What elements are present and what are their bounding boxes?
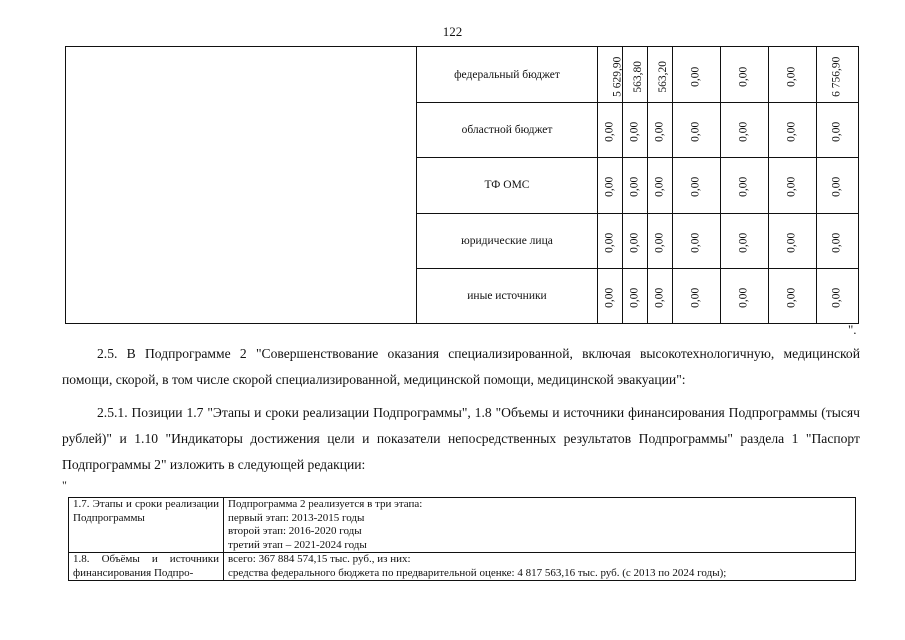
funding-value: 0,00 (603, 287, 616, 308)
funding-value: 0,00 (689, 287, 702, 308)
funding-value: 0,00 (830, 232, 843, 253)
funding-value-cell (648, 213, 673, 268)
funding-value: 0,00 (785, 66, 798, 87)
funding-value: 0,00 (653, 177, 666, 198)
funding-value-cell (721, 47, 769, 103)
funding-source-label: федеральный бюджет (417, 47, 598, 103)
passport-label: 1.8. Объёмы и источники финансирования Подпро- (69, 553, 224, 581)
empty-merged-cell (66, 47, 417, 324)
funding-value: 0,00 (737, 287, 750, 308)
funding-row (66, 47, 859, 103)
funding-value-cell (721, 103, 769, 158)
funding-value-cell (673, 158, 721, 213)
funding-value: 0,00 (737, 121, 750, 143)
funding-value-cell (598, 103, 623, 158)
funding-value-cell (598, 213, 623, 268)
funding-source-label: ТФ ОМС (417, 158, 598, 213)
funding-value: 0,00 (628, 121, 641, 143)
funding-value: 563,80 (632, 60, 645, 93)
page-number: 122 (442, 24, 463, 39)
funding-value-cell (769, 268, 817, 323)
funding-source-label: юридические лица (417, 213, 598, 268)
opening-quote-mark: " (62, 478, 67, 492)
funding-value: 0,00 (689, 121, 702, 143)
funding-value-cell (817, 268, 859, 323)
funding-value-cell (769, 213, 817, 268)
passport-row-1-7 (69, 498, 856, 553)
funding-value: 5 629,90 (611, 56, 624, 97)
funding-value-cell (623, 47, 648, 103)
funding-value-cell (817, 47, 859, 103)
passport-table (68, 497, 856, 581)
funding-value: 0,00 (785, 232, 798, 253)
funding-value-cell (598, 268, 623, 323)
funding-source-label: иные источники (417, 268, 598, 323)
funding-value-cell (721, 268, 769, 323)
funding-value-cell (598, 158, 623, 213)
passport-line: Подпрограмма 2 реализуется в три этапа: (228, 498, 423, 510)
funding-value-cell (673, 103, 721, 158)
funding-value: 0,00 (785, 177, 798, 198)
funding-value: 0,00 (628, 177, 641, 198)
funding-value: 0,00 (737, 66, 750, 87)
funding-value-cell (673, 47, 721, 103)
funding-value: 0,00 (603, 121, 616, 143)
funding-value: 0,00 (653, 287, 666, 308)
passport-line: второй этап: 2016-2020 годы (228, 525, 362, 537)
funding-value-cell (817, 103, 859, 158)
funding-value: 0,00 (737, 232, 750, 253)
funding-value: 0,00 (689, 232, 702, 253)
passport-label: 1.7. Этапы и сроки реализации Подпрограммы (69, 498, 224, 553)
passport-line: третий этап – 2021-2024 годы (228, 538, 367, 551)
funding-value: 0,00 (737, 177, 750, 198)
funding-value-cell (648, 103, 673, 158)
funding-value: 0,00 (785, 121, 798, 143)
funding-value-cell (648, 268, 673, 323)
passport-line: средства федерального бюджета по предварительной оценке: 4 817 563,16 тыс. руб. (с 2013 по 2024 годы); (228, 566, 727, 579)
funding-value: 0,00 (653, 121, 666, 143)
paragraph-2-5: 2.5. В Подпрограмме 2 "Совершенствование оказания специализированной, включая высокотехнологичную, медицинской помощи, скорой, в том числе скорой специализированной, медицинской помощи, медицинской эвакуации": (62, 346, 860, 387)
funding-value: 0,00 (603, 177, 616, 198)
funding-value: 0,00 (603, 232, 616, 253)
paragraph-2-5-1: 2.5.1. Позиции 1.7 "Этапы и сроки реализации Подпрограммы", 1.8 "Объемы и источники финансирования Подпрограммы (тысяч рублей)" и 1.10 "Индикаторы достижения цели и показатели непосредственных результатов Подпрограммы" раздела 1 "Паспорт Подпрограммы 2" изложить в следующей редакции: (62, 405, 860, 472)
passport-line: первый этап: 2013-2015 годы (228, 511, 365, 524)
funding-value: 0,00 (689, 66, 702, 87)
funding-value: 0,00 (830, 121, 843, 143)
funding-value: 0,00 (653, 232, 666, 253)
funding-table (65, 46, 859, 324)
funding-value-cell (623, 103, 648, 158)
funding-value-cell (721, 158, 769, 213)
funding-value-cell (623, 268, 648, 323)
funding-value-cell (817, 158, 859, 213)
funding-value: 0,00 (628, 287, 641, 308)
passport-line: всего: 367 884 574,15 тыс. руб., из них: (228, 553, 411, 565)
funding-value-cell (721, 213, 769, 268)
funding-value-cell (648, 158, 673, 213)
funding-value-cell (598, 47, 623, 103)
funding-value-cell (623, 158, 648, 213)
funding-value-cell (648, 47, 673, 103)
funding-value: 563,20 (657, 60, 670, 93)
closing-quote-mark: ". (848, 322, 857, 337)
funding-value-cell (769, 158, 817, 213)
funding-value-cell (623, 213, 648, 268)
funding-value: 0,00 (830, 177, 843, 198)
funding-value-cell (673, 268, 721, 323)
passport-value (224, 498, 856, 553)
funding-value: 0,00 (628, 232, 641, 253)
passport-row-1-8 (69, 553, 856, 581)
funding-value-cell (673, 213, 721, 268)
funding-value-cell (817, 213, 859, 268)
funding-value: 6 756,90 (830, 56, 843, 97)
funding-value: 0,00 (785, 287, 798, 308)
funding-value: 0,00 (830, 287, 843, 308)
funding-value: 0,00 (689, 177, 702, 198)
funding-value-cell (769, 103, 817, 158)
funding-source-label: областной бюджет (417, 103, 598, 158)
funding-value-cell (769, 47, 817, 103)
passport-value (224, 553, 856, 581)
